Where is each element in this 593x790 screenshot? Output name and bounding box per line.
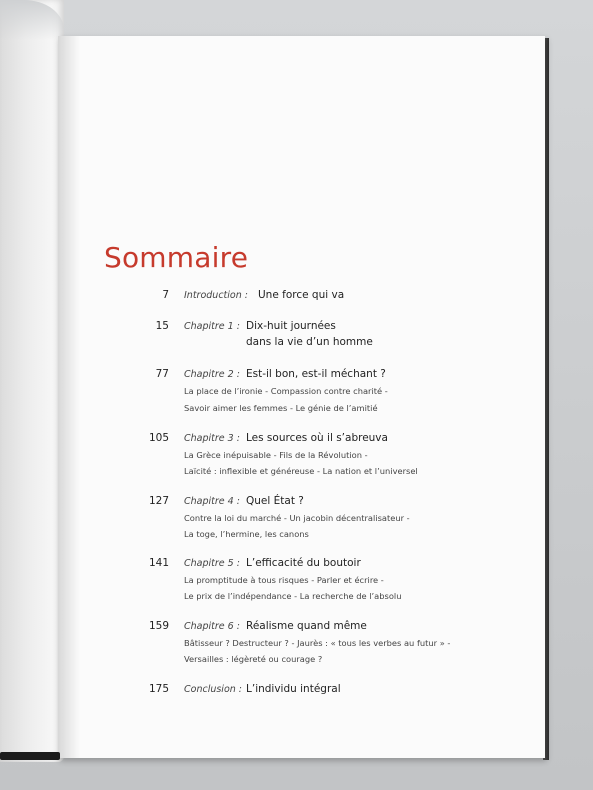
page-number: 105 [148,432,169,444]
page-number: 127 [148,495,169,507]
entry-label: Chapitre 2 : [184,369,240,380]
entry-heading: Quel État ? [246,495,304,507]
book-spine-bottom [0,752,60,760]
entry-label: Chapitre 4 : [184,496,240,507]
entry-heading: Réalisme quand même [246,620,367,632]
page-number: 141 [148,557,169,569]
page-title: Sommaire [104,240,249,274]
entry-label: Chapitre 6 : [184,621,240,632]
entry-label: Conclusion : [184,684,242,695]
entry-heading: Les sources où il s’abreuva [246,432,388,444]
gutter-shadow [58,36,80,758]
entry-subtopics: La Grèce inépuisable - Fils de la Révolution - [184,450,368,460]
entry-heading: Est-il bon, est-il méchant ? [246,368,386,380]
entry-subtopics: Savoir aimer les femmes - Le génie de l’amitié [184,403,378,413]
entry-label: Chapitre 5 : [184,558,240,569]
entry-subtopics: Bâtisseur ? Destructeur ? - Jaurès : « tous les verbes au futur » - [184,638,451,648]
entry-subtopics: La place de l’ironie - Compassion contre charité - [184,386,388,396]
entry-heading: L’efficacité du boutoir [246,557,361,569]
page-curl [0,0,64,40]
entry-heading: Une force qui va [258,289,345,301]
entry-subtopics: La toge, l’hermine, les canons [184,529,309,539]
book-page [58,36,545,758]
entry-label: Chapitre 3 : [184,433,240,444]
entry-subtopics: Contre la loi du marché - Un jacobin décentralisateur - [184,513,410,523]
page-number: 7 [162,289,169,301]
entry-subtopics: Laïcité : inflexible et généreuse - La nation et l’universel [184,466,418,476]
page-number: 15 [155,320,169,332]
entry-subtopics: Le prix de l’indépendance - La recherche de l’absolu [184,591,402,601]
left-page-edge [0,0,64,762]
page-number: 159 [148,620,169,632]
entry-heading: L’individu intégral [246,683,341,695]
entry-subtopics: La promptitude à tous risques - Parler et écrire - [184,575,384,585]
page-number: 77 [155,368,169,380]
entry-label: Chapitre 1 : [184,321,240,332]
entry-heading: Dix-huit journées [246,320,336,332]
page-number: 175 [148,683,169,695]
entry-heading: dans la vie d’un homme [246,336,373,348]
entry-label: Introduction : [184,290,248,301]
entry-subtopics: Versailles : légèreté ou courage ? [184,654,323,664]
